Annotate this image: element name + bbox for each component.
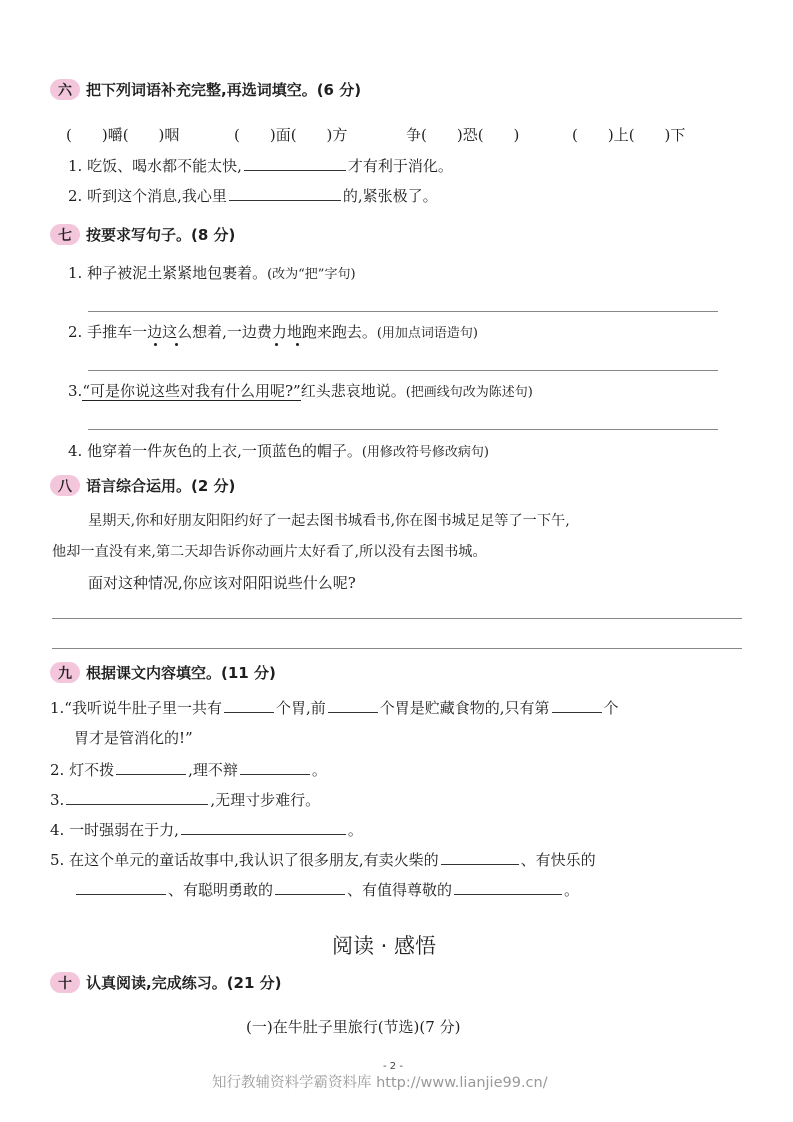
q6-sentence-1 <box>68 155 453 176</box>
q9-l5-d: 、有值得尊敬的 <box>347 881 453 899</box>
q6-badge: 六 <box>50 79 80 100</box>
q7-s1-note: (改为“把”字句) <box>267 267 356 282</box>
q6-s1-pre: 1. 吃饭、喝水都不能太快, <box>68 157 242 175</box>
q9-blank[interactable] <box>275 893 345 895</box>
q6-s2-blank[interactable] <box>229 199 341 201</box>
q9-blank[interactable] <box>76 893 166 895</box>
q9-l4-a: 4. 一时强弱在于力, <box>50 821 179 839</box>
q7-answer-line-2[interactable] <box>88 370 718 371</box>
q7-item-1 <box>68 262 356 283</box>
q6-s1-blank[interactable] <box>244 169 346 171</box>
q7-heading <box>50 224 235 245</box>
emphasis-dot <box>275 343 278 346</box>
q9-line-5-cont <box>74 879 579 900</box>
q7-s2-text: 2. 手推车一边这么想着,一边费力地跑来跑去。 <box>68 323 377 341</box>
q6-word-4: ( )上( )下 <box>572 126 686 144</box>
emphasis-dot <box>296 343 299 346</box>
q9-title: 根据课文内容填空。(11 分) <box>86 664 276 682</box>
q8-paragraph-1: 星期天,你和好朋友阳阳约好了一起去图书城看书,你在图书城足足等了一下午, <box>88 513 570 529</box>
section-title: 阅读 · 感悟 <box>332 934 437 958</box>
q8-title: 语言综合运用。(2 分) <box>86 477 236 495</box>
q9-l2-a: 2. 灯不拨 <box>50 761 115 779</box>
q8-question: 面对这种情况,你应该对阳阳说些什么呢? <box>88 574 356 592</box>
q9-l5-b: 、有快乐的 <box>520 851 596 869</box>
q10-subtitle: (一)在牛肚子里旅行(节选)(7 分) <box>246 1018 461 1036</box>
q8-paragraph-2: 他却一直没有来,第二天却告诉你动画片太好看了,所以没有去图书城。 <box>52 544 487 560</box>
q6-title: 把下列词语补充完整,再选词填空。(6 分) <box>86 81 362 99</box>
q6-word-3: 争( )恐( ) <box>406 126 520 144</box>
q9-line-1 <box>50 697 619 718</box>
q7-s4-text: 4. 他穿着一件灰色的上衣,一顶蓝色的帽子。 <box>68 442 362 460</box>
q7-s3-prefix: 3. <box>68 382 83 400</box>
q9-l1-c: 个胃是贮藏食物的,只有第 <box>379 699 550 717</box>
q9-l3-a: 3. <box>50 791 65 809</box>
q10-title: 认真阅读,完成练习。(21 分) <box>86 974 282 992</box>
q9-blank[interactable] <box>66 803 208 805</box>
q9-l2-c: 。 <box>311 761 327 779</box>
q9-blank[interactable] <box>441 863 519 865</box>
q6-s2-post: 的,紧张极了。 <box>342 187 438 205</box>
q7-item-2 <box>68 321 478 342</box>
q9-l1-d: 个 <box>603 699 619 717</box>
q8-answer-line-2[interactable] <box>52 648 742 649</box>
q9-blank[interactable] <box>240 773 310 775</box>
q9-blank[interactable] <box>181 833 346 835</box>
q9-l5-a: 5. 在这个单元的童话故事中,我认识了很多朋友,有卖火柴的 <box>50 851 439 869</box>
q9-blank[interactable] <box>224 711 274 713</box>
q6-s2-pre: 2. 听到这个消息,我心里 <box>68 187 227 205</box>
q6-heading <box>50 79 361 100</box>
q9-blank[interactable] <box>552 711 602 713</box>
q7-title: 按要求写句子。(8 分) <box>86 226 236 244</box>
q9-l4-b: 。 <box>347 821 363 839</box>
q6-sentence-2 <box>68 185 438 206</box>
q9-l2-b: ,理不辩 <box>188 761 238 779</box>
q9-blank[interactable] <box>454 893 562 895</box>
q6-word-1: ( )嚼( )咽 <box>66 126 180 144</box>
q9-blank[interactable] <box>328 711 378 713</box>
q7-answer-line-3[interactable] <box>88 429 718 430</box>
q9-line-2 <box>50 759 327 780</box>
q9-line-3 <box>50 789 320 810</box>
q9-l1-b: 个胃,前 <box>275 699 326 717</box>
q10-heading <box>50 972 282 993</box>
watermark: 知行教辅资料学霸资料库 http://www.lianjie99.cn/ <box>212 1075 548 1091</box>
q9-line-4 <box>50 819 363 840</box>
q7-badge: 七 <box>50 224 80 245</box>
q7-s2-note: (用加点词语造句) <box>376 326 479 341</box>
q6-s1-post: 才有利于消化。 <box>347 157 453 175</box>
q6-word-2: ( )面( )方 <box>234 126 348 144</box>
q8-answer-line-1[interactable] <box>52 618 742 619</box>
q8-badge: 八 <box>50 475 80 496</box>
q7-s3-rest: 红头悲哀地说。 <box>300 382 406 400</box>
page-number: - 2 - <box>383 1061 403 1072</box>
q9-heading <box>50 662 276 683</box>
q9-line-1-cont: 胃才是管消化的!” <box>74 729 193 747</box>
emphasis-dot <box>175 343 178 346</box>
q7-item-3 <box>68 380 533 401</box>
q8-heading <box>50 475 235 496</box>
q7-s1-text: 1. 种子被泥土紧紧地包裹着。 <box>68 264 268 282</box>
q9-blank[interactable] <box>116 773 186 775</box>
q7-s3-underlined: “可是你说这些对我有什么用呢?” <box>82 382 301 400</box>
q7-s4-note: (用修改符号修改病句) <box>361 445 490 460</box>
q9-l5-c: 、有聪明勇敢的 <box>168 881 274 899</box>
q10-badge: 十 <box>50 972 80 993</box>
q9-l3-b: ,无理寸步难行。 <box>210 791 321 809</box>
emphasis-dot <box>154 343 157 346</box>
q7-s3-note: (把画线句改为陈述句) <box>405 385 533 400</box>
q9-l1-a: 1.“我听说牛肚子里一共有 <box>50 699 222 717</box>
q7-item-4 <box>68 440 489 461</box>
q9-line-5 <box>50 849 596 870</box>
q7-answer-line-1[interactable] <box>88 311 718 312</box>
q9-badge: 九 <box>50 662 80 683</box>
q9-l5-e: 。 <box>564 881 580 899</box>
